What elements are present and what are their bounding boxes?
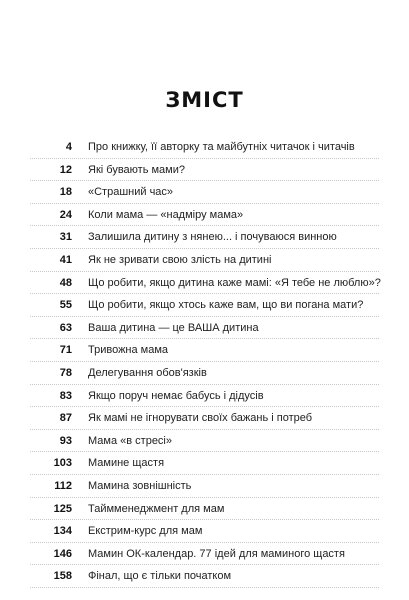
toc-chapter-title: Ваша дитина — це ВАША дитина	[88, 321, 259, 334]
toc-chapter-title: Таймменеджмент для мам	[88, 502, 225, 515]
toc-entry	[0, 407, 409, 430]
toc-entry	[0, 294, 409, 317]
toc-chapter-title: Які бувають мами?	[88, 163, 185, 176]
toc-chapter-title: Якщо поруч немає бабусь і дідусів	[88, 389, 264, 402]
toc-page-number: 125	[53, 502, 72, 515]
toc-page-number: 93	[59, 434, 72, 447]
toc-entry	[0, 339, 409, 362]
toc-entry	[0, 475, 409, 498]
toc-page-number: 31	[59, 231, 72, 244]
toc-entry	[0, 543, 409, 566]
toc-chapter-title: Як не зривати свою злість на дитині	[88, 253, 272, 266]
toc-entry	[0, 181, 409, 204]
toc-page-number: 112	[54, 479, 72, 492]
toc-chapter-title: Делегування обов'язків	[88, 366, 207, 379]
toc-page-number: 55	[59, 299, 72, 312]
toc-entry	[0, 452, 409, 475]
toc-chapter-title: Що робити, якщо дитина каже мамі: «Я тебе не люблю»?	[88, 276, 381, 289]
toc-chapter-title: Мамине щастя	[88, 457, 165, 470]
table-of-contents	[0, 136, 409, 588]
page-title: ЗМІСТ	[165, 88, 244, 112]
toc-page-number: 103	[53, 457, 72, 470]
toc-page-number: 71	[59, 344, 72, 357]
toc-chapter-title: Екстрим-курс для мам	[88, 525, 203, 538]
toc-entry	[0, 249, 409, 272]
toc-entry	[0, 498, 409, 521]
toc-page-number: 134	[53, 525, 72, 538]
toc-entry	[0, 159, 409, 182]
toc-page-number: 18	[59, 186, 72, 199]
toc-page-number: 12	[59, 163, 72, 176]
toc-chapter-title: Коли мама — «надміру мама»	[88, 208, 244, 221]
toc-entry	[0, 136, 409, 159]
toc-chapter-title: Як мамі не ігнорувати своїх бажань і потреб	[88, 412, 313, 425]
toc-entry	[0, 385, 409, 408]
toc-entry	[0, 565, 409, 588]
toc-page-number: 87	[59, 412, 72, 425]
toc-page-number: 41	[59, 253, 72, 266]
toc-page-number: 24	[59, 208, 72, 221]
toc-page-number: 4	[65, 141, 72, 153]
toc-chapter-title: Що робити, якщо хтось каже вам, що ви погана мати?	[88, 299, 364, 312]
toc-chapter-title: Про книжку, її авторку та майбутніх читачок і читачів	[88, 141, 355, 153]
toc-chapter-title: Фінал, що є тільки початком	[88, 570, 232, 583]
toc-page-number: 158	[53, 570, 72, 583]
toc-entry	[0, 226, 409, 249]
toc-page-number: 63	[59, 321, 72, 334]
toc-page-number: 78	[59, 366, 72, 379]
toc-entry	[0, 430, 409, 453]
toc-chapter-title: «Страшний час»	[88, 186, 174, 199]
toc-entry	[0, 520, 409, 543]
toc-chapter-title: Мамин ОК-календар. 77 ідей для маминого щастя	[88, 547, 345, 560]
toc-chapter-title: Залишила дитину з нянею... і почуваюся винною	[88, 231, 337, 244]
toc-entry	[0, 317, 409, 340]
toc-entry	[0, 272, 409, 295]
toc-page-number: 146	[53, 547, 72, 560]
toc-chapter-title: Мамина зовнішність	[88, 479, 192, 492]
toc-entry	[0, 204, 409, 227]
toc-chapter-title: Мама «в стресі»	[88, 434, 172, 447]
toc-page-number: 83	[59, 389, 72, 402]
toc-entry	[0, 362, 409, 385]
toc-page-number: 48	[59, 276, 72, 289]
toc-chapter-title: Тривожна мама	[88, 344, 169, 357]
